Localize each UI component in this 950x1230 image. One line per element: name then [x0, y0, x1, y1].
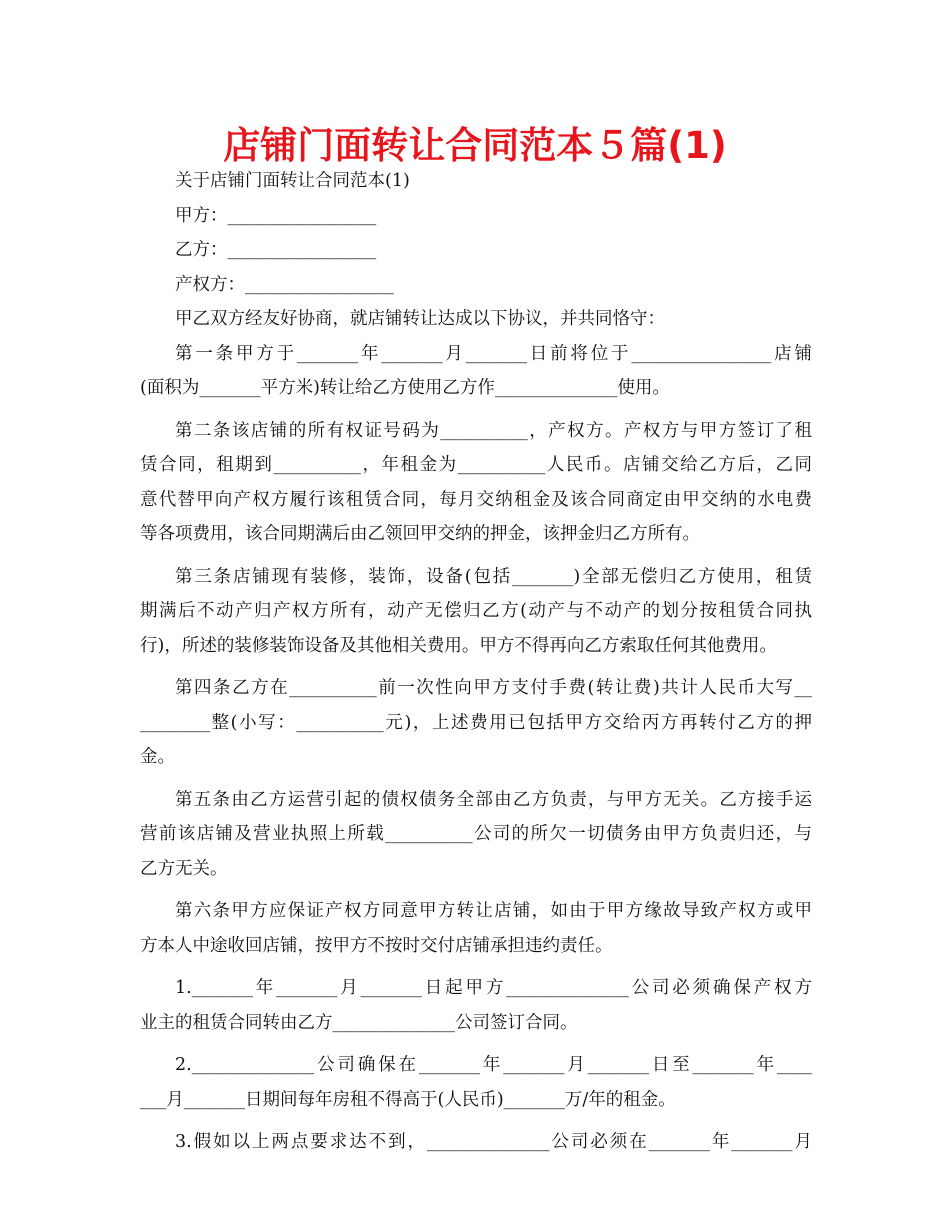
article-6-line-2: 方本人中途收回店铺，按甲方不按时交付店铺承担违约责任。: [140, 935, 613, 956]
article-1-line-2: (面积为_______平方米)转让给乙方使用乙方作______________使用。: [140, 378, 670, 398]
party-a-line: 甲方：_________________: [175, 205, 377, 226]
article-2-line-3: 意代替甲向产权方履行该租赁合同，每月交纳租金及该合同商定由甲交纳的水电费: [140, 489, 812, 510]
document-title: 店铺门面转让合同范本５篇(1): [223, 124, 727, 167]
document-body: [140, 164, 812, 1160]
property-owner-line: 产权方：_________________: [175, 274, 394, 295]
clause-1-line-1: 1._______年_______月_______日起甲方______________公司必须确保产权方: [175, 978, 812, 998]
article-2-line-2: 赁合同，租期到__________，年租金为__________人民币。店铺交给乙方后，乙同: [140, 455, 812, 475]
preamble-line: 甲乙双方经友好协商，就店铺转让达成以下协议，并共同恪守：: [175, 309, 665, 329]
article-3-line-2: 期满后不动产归产权方所有，动产无偿归乙方(动产与不动产的划分按租赁合同执: [140, 601, 812, 621]
clause-1-line-2: 业主的租赁合同转由乙方______________公司签订合同。: [140, 1012, 578, 1033]
clause-2-line-1: 2.______________公司确保在_______年_______月_______日至_______年____: [175, 1055, 812, 1075]
article-5-line-1: 第五条由乙方运营引起的债权债务全部由乙方负责，与甲方无关。乙方接手运: [175, 789, 812, 810]
article-5-line-3: 乙方无关。: [140, 858, 228, 879]
subtitle-line: 关于店铺门面转让合同范本(1): [175, 171, 410, 191]
clause-3-line-1: 3.假如以上两点要求达不到，______________公司必须在_______年_______月: [175, 1132, 812, 1152]
article-4-line-3: 金。: [140, 747, 175, 767]
article-3-line-3: 行)，所述的装修装饰设备及其他相关费用。甲方不得再向乙方索取任何其他费用。: [140, 635, 777, 656]
article-2-line-4: 等各项费用，该合同期满后由乙领回甲交纳的押金，该押金归乙方所有。: [140, 524, 700, 544]
article-4-line-2: ________整(小写：__________元)，上述费用已包括甲方交给丙方再转付乙方的押: [140, 712, 812, 733]
article-4-line-1: 第四条乙方在__________前一次性向甲方支付手费(转让费)共计人民币大写__: [175, 678, 812, 698]
article-1-line-1: 第一条甲方于_______年_______月_______日前将位于________________店铺: [175, 343, 812, 364]
article-2-line-1: 第二条该店铺的所有权证号码为__________，产权方。产权方与甲方签订了租: [175, 420, 812, 441]
article-5-line-2: 营前该店铺及营业执照上所载__________公司的所欠一切债务由甲方负责归还，与: [140, 824, 812, 844]
clause-2-line-2: ___月_______日期间每年房租不得高于(人民币)_______万/年的租金。: [140, 1089, 676, 1110]
article-3-line-1: 第三条店铺现有装修，装饰，设备(包括_______)全部无偿归乙方使用，租赁: [175, 566, 812, 587]
article-6-line-1: 第六条甲方应保证产权方同意甲方转让店铺，如由于甲方缘故导致产权方或甲: [175, 901, 812, 921]
party-b-line: 乙方：_________________: [175, 240, 377, 260]
